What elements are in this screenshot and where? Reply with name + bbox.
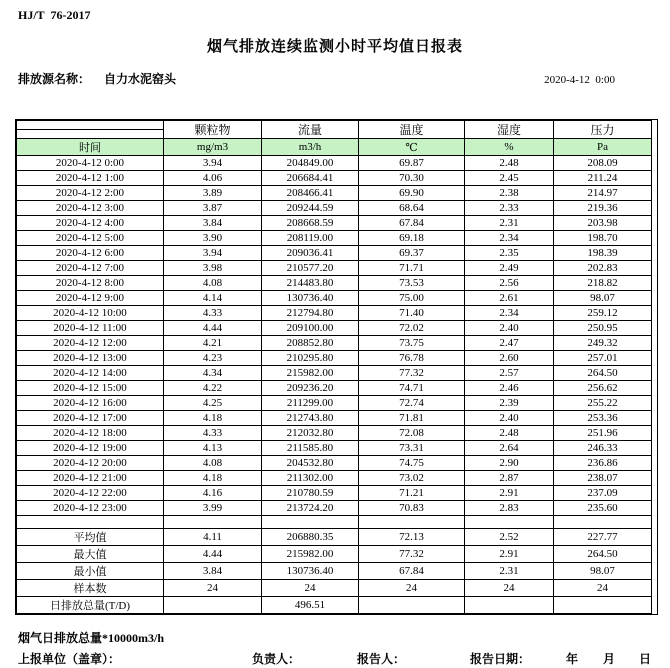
- summary-value-cell: 227.77: [554, 529, 652, 546]
- column-header: 颗粒物: [164, 121, 262, 139]
- value-cell: 264.50: [554, 366, 652, 381]
- value-cell: 2.61: [465, 291, 554, 306]
- value-cell: 2.87: [465, 471, 554, 486]
- header-row-units: [17, 139, 652, 156]
- table-row: [17, 171, 652, 186]
- value-cell: 208668.59: [262, 216, 359, 231]
- day-label: 日: [639, 652, 652, 666]
- time-cell: 2020-4-12 11:00: [17, 321, 164, 336]
- time-cell: 2020-4-12 9:00: [17, 291, 164, 306]
- table-row: [17, 291, 652, 306]
- time-cell: 2020-4-12 8:00: [17, 276, 164, 291]
- summary-value-cell: 2.91: [465, 546, 554, 563]
- table-row: [17, 486, 652, 501]
- page-title: 烟气排放连续监测小时平均值日报表: [206, 39, 463, 55]
- time-cell: 2020-4-12 0:00: [17, 156, 164, 171]
- value-cell: 2.35: [465, 246, 554, 261]
- time-cell: 2020-4-12 15:00: [17, 381, 164, 396]
- value-cell: 212794.80: [262, 306, 359, 321]
- value-cell: 212743.80: [262, 411, 359, 426]
- value-cell: 2.64: [465, 441, 554, 456]
- value-cell: 211.24: [554, 171, 652, 186]
- spacer-cell: [17, 516, 164, 529]
- value-cell: 3.94: [164, 246, 262, 261]
- summary-value-cell: 72.13: [359, 529, 465, 546]
- table-row: [17, 426, 652, 441]
- value-cell: 215982.00: [262, 366, 359, 381]
- value-cell: 214.97: [554, 186, 652, 201]
- value-cell: 2.34: [465, 306, 554, 321]
- value-cell: 2.40: [465, 321, 554, 336]
- value-cell: 235.60: [554, 501, 652, 516]
- time-cell: 2020-4-12 1:00: [17, 171, 164, 186]
- meta-row: [18, 70, 615, 87]
- value-cell: 68.64: [359, 201, 465, 216]
- table-row: [17, 201, 652, 216]
- column-unit: Pa: [554, 139, 652, 156]
- time-cell: 2020-4-12 17:00: [17, 411, 164, 426]
- value-cell: 2.34: [465, 231, 554, 246]
- report-date-label: 报告日期：: [470, 652, 531, 666]
- time-cell: 2020-4-12 4:00: [17, 216, 164, 231]
- report-table-frame: [15, 119, 658, 615]
- time-cell: 2020-4-12 2:00: [17, 186, 164, 201]
- value-cell: 67.84: [359, 216, 465, 231]
- table-row: [17, 246, 652, 261]
- value-cell: 69.18: [359, 231, 465, 246]
- value-cell: 202.83: [554, 261, 652, 276]
- table-row: [17, 441, 652, 456]
- value-cell: 3.87: [164, 201, 262, 216]
- table-row: [17, 456, 652, 471]
- time-cell: 2020-4-12 6:00: [17, 246, 164, 261]
- value-cell: 213724.20: [262, 501, 359, 516]
- summary-label-cell: 样本数: [17, 580, 164, 597]
- value-cell: 2.45: [465, 171, 554, 186]
- summary-value-cell: 4.11: [164, 529, 262, 546]
- value-cell: 3.99: [164, 501, 262, 516]
- value-cell: 255.22: [554, 396, 652, 411]
- column-header: 湿度: [465, 121, 554, 139]
- value-cell: 71.71: [359, 261, 465, 276]
- time-cell: 2020-4-12 21:00: [17, 471, 164, 486]
- summary-value-cell: 4.44: [164, 546, 262, 563]
- responsible-label: 负责人：: [252, 652, 301, 666]
- value-cell: 204532.80: [262, 456, 359, 471]
- value-cell: 74.75: [359, 456, 465, 471]
- time-cell: 2020-4-12 5:00: [17, 231, 164, 246]
- value-cell: 4.25: [164, 396, 262, 411]
- spacer-row: [17, 516, 652, 529]
- value-cell: 69.90: [359, 186, 465, 201]
- data-rows: [17, 156, 652, 516]
- table-row: [17, 396, 652, 411]
- value-cell: 2.56: [465, 276, 554, 291]
- value-cell: 73.75: [359, 336, 465, 351]
- value-cell: 4.14: [164, 291, 262, 306]
- value-cell: 72.74: [359, 396, 465, 411]
- value-cell: 2.33: [465, 201, 554, 216]
- value-cell: 98.07: [554, 291, 652, 306]
- value-cell: 210780.59: [262, 486, 359, 501]
- value-cell: 2.40: [465, 411, 554, 426]
- value-cell: 208466.41: [262, 186, 359, 201]
- summary-value-cell: 496.51: [262, 597, 359, 614]
- table-row: [17, 411, 652, 426]
- summary-value-cell: 24: [465, 580, 554, 597]
- summary-value-cell: 24: [262, 580, 359, 597]
- value-cell: 2.39: [465, 396, 554, 411]
- time-cell: 2020-4-12 13:00: [17, 351, 164, 366]
- value-cell: 70.30: [359, 171, 465, 186]
- value-cell: 3.84: [164, 216, 262, 231]
- value-cell: 211585.80: [262, 441, 359, 456]
- summary-value-cell: 77.32: [359, 546, 465, 563]
- total-emission-note: 烟气日排放总量*10000m3/h: [18, 631, 165, 645]
- spacer-cell: [262, 516, 359, 529]
- time-cell: 2020-4-12 12:00: [17, 336, 164, 351]
- value-cell: 256.62: [554, 381, 652, 396]
- value-cell: 4.18: [164, 471, 262, 486]
- value-cell: 4.34: [164, 366, 262, 381]
- value-cell: 253.36: [554, 411, 652, 426]
- value-cell: 3.89: [164, 186, 262, 201]
- header-row-names: [17, 121, 652, 130]
- value-cell: 206684.41: [262, 171, 359, 186]
- value-cell: 257.01: [554, 351, 652, 366]
- summary-value-cell: 206880.35: [262, 529, 359, 546]
- source-label: 排放源名称：: [18, 72, 91, 86]
- summary-value-cell: [465, 597, 554, 614]
- summary-value-cell: 67.84: [359, 563, 465, 580]
- spacer-cell: [359, 516, 465, 529]
- summary-value-cell: 130736.40: [262, 563, 359, 580]
- value-cell: 4.21: [164, 336, 262, 351]
- summary-value-cell: 2.52: [465, 529, 554, 546]
- column-unit: mg/m3: [164, 139, 262, 156]
- value-cell: 4.18: [164, 411, 262, 426]
- value-cell: 2.60: [465, 351, 554, 366]
- summary-value-cell: 2.31: [465, 563, 554, 580]
- summary-label-cell: 平均值: [17, 529, 164, 546]
- table-row: [17, 351, 652, 366]
- summary-value-cell: 24: [164, 580, 262, 597]
- value-cell: 72.08: [359, 426, 465, 441]
- report-datetime: 2020-4-12 0:00: [544, 74, 615, 86]
- spacer-cell: [465, 516, 554, 529]
- time-cell: 2020-4-12 3:00: [17, 201, 164, 216]
- value-cell: 203.98: [554, 216, 652, 231]
- emission-source: [18, 70, 176, 87]
- summary-label-cell: 日排放总量(T/D): [17, 597, 164, 614]
- value-cell: 210295.80: [262, 351, 359, 366]
- value-cell: 4.23: [164, 351, 262, 366]
- time-cell: 2020-4-12 16:00: [17, 396, 164, 411]
- spacer-cell: [164, 516, 262, 529]
- value-cell: 211302.00: [262, 471, 359, 486]
- column-unit: ℃: [359, 139, 465, 156]
- value-cell: 209100.00: [262, 321, 359, 336]
- value-cell: 73.02: [359, 471, 465, 486]
- value-cell: 2.91: [465, 486, 554, 501]
- table-row: [17, 471, 652, 486]
- summary-label-cell: 最小值: [17, 563, 164, 580]
- value-cell: 4.08: [164, 456, 262, 471]
- value-cell: 4.33: [164, 306, 262, 321]
- table-row: [17, 231, 652, 246]
- value-cell: 211299.00: [262, 396, 359, 411]
- value-cell: 2.48: [465, 426, 554, 441]
- value-cell: 209036.41: [262, 246, 359, 261]
- standard-code: HJ/T 76-2017: [18, 8, 91, 22]
- value-cell: 70.83: [359, 501, 465, 516]
- time-cell: 2020-4-12 14:00: [17, 366, 164, 381]
- time-cell: 2020-4-12 23:00: [17, 501, 164, 516]
- time-cell: 2020-4-12 22:00: [17, 486, 164, 501]
- value-cell: 209244.59: [262, 201, 359, 216]
- value-cell: 74.71: [359, 381, 465, 396]
- column-header: 流量: [262, 121, 359, 139]
- table-row: [17, 321, 652, 336]
- month-label: 月: [603, 652, 616, 666]
- value-cell: 249.32: [554, 336, 652, 351]
- value-cell: 3.90: [164, 231, 262, 246]
- value-cell: 2.46: [465, 381, 554, 396]
- table-row: [17, 186, 652, 201]
- value-cell: 3.94: [164, 156, 262, 171]
- summary-row: [17, 597, 652, 614]
- summary-label-cell: 最大值: [17, 546, 164, 563]
- source-name: 自力水泥窑头: [104, 72, 177, 86]
- value-cell: 69.37: [359, 246, 465, 261]
- value-cell: 3.98: [164, 261, 262, 276]
- time-cell: 2020-4-12 20:00: [17, 456, 164, 471]
- value-cell: 198.39: [554, 246, 652, 261]
- value-cell: 4.44: [164, 321, 262, 336]
- value-cell: 2.47: [465, 336, 554, 351]
- summary-row: [17, 529, 652, 546]
- value-cell: 69.87: [359, 156, 465, 171]
- value-cell: 259.12: [554, 306, 652, 321]
- value-cell: 4.06: [164, 171, 262, 186]
- reporting-unit-label: 上报单位（盖章）：: [18, 652, 121, 666]
- value-cell: 2.38: [465, 186, 554, 201]
- value-cell: 2.83: [465, 501, 554, 516]
- value-cell: 204849.00: [262, 156, 359, 171]
- summary-value-cell: 215982.00: [262, 546, 359, 563]
- value-cell: 238.07: [554, 471, 652, 486]
- signature-row: [0, 650, 670, 668]
- summary-value-cell: 3.84: [164, 563, 262, 580]
- table-row: [17, 336, 652, 351]
- value-cell: 73.53: [359, 276, 465, 291]
- summary-value-cell: [554, 597, 652, 614]
- value-cell: 214483.80: [262, 276, 359, 291]
- column-header: 压力: [554, 121, 652, 139]
- summary-value-cell: 98.07: [554, 563, 652, 580]
- value-cell: 71.40: [359, 306, 465, 321]
- value-cell: 4.16: [164, 486, 262, 501]
- value-cell: 198.70: [554, 231, 652, 246]
- value-cell: 77.32: [359, 366, 465, 381]
- column-unit: %: [465, 139, 554, 156]
- value-cell: 208.09: [554, 156, 652, 171]
- value-cell: 237.09: [554, 486, 652, 501]
- value-cell: 76.78: [359, 351, 465, 366]
- value-cell: 210577.20: [262, 261, 359, 276]
- table-row: [17, 156, 652, 171]
- value-cell: 4.22: [164, 381, 262, 396]
- summary-row: [17, 563, 652, 580]
- time-cell: 2020-4-12 19:00: [17, 441, 164, 456]
- value-cell: 71.81: [359, 411, 465, 426]
- summary-value-cell: [359, 597, 465, 614]
- value-cell: 251.96: [554, 426, 652, 441]
- reporter-label: 报告人：: [357, 652, 406, 666]
- value-cell: 130736.40: [262, 291, 359, 306]
- time-header-cell: 时间: [17, 139, 164, 156]
- spacer-cell: [554, 516, 652, 529]
- summary-value-cell: 264.50: [554, 546, 652, 563]
- value-cell: 73.31: [359, 441, 465, 456]
- value-cell: 2.49: [465, 261, 554, 276]
- value-cell: 4.33: [164, 426, 262, 441]
- header-empty-cell-top: [17, 121, 164, 130]
- value-cell: 71.21: [359, 486, 465, 501]
- value-cell: 208119.00: [262, 231, 359, 246]
- time-cell: 2020-4-12 10:00: [17, 306, 164, 321]
- summary-row: [17, 546, 652, 563]
- summary-rows: [17, 516, 652, 614]
- table-row: [17, 501, 652, 516]
- year-label: 年: [566, 652, 579, 666]
- column-header: 温度: [359, 121, 465, 139]
- value-cell: 219.36: [554, 201, 652, 216]
- value-cell: 4.08: [164, 276, 262, 291]
- value-cell: 2.90: [465, 456, 554, 471]
- value-cell: 212032.80: [262, 426, 359, 441]
- table-row: [17, 306, 652, 321]
- summary-value-cell: 24: [359, 580, 465, 597]
- column-unit: m3/h: [262, 139, 359, 156]
- value-cell: 246.33: [554, 441, 652, 456]
- value-cell: 4.13: [164, 441, 262, 456]
- value-cell: 2.31: [465, 216, 554, 231]
- table-row: [17, 216, 652, 231]
- value-cell: 75.00: [359, 291, 465, 306]
- summary-row: [17, 580, 652, 597]
- summary-value-cell: 24: [554, 580, 652, 597]
- table-row: [17, 366, 652, 381]
- table-row: [17, 276, 652, 291]
- report-table: [16, 120, 652, 614]
- time-cell: 2020-4-12 7:00: [17, 261, 164, 276]
- table-row: [17, 261, 652, 276]
- value-cell: 72.02: [359, 321, 465, 336]
- value-cell: 208852.80: [262, 336, 359, 351]
- summary-value-cell: [164, 597, 262, 614]
- value-cell: 250.95: [554, 321, 652, 336]
- value-cell: 209236.20: [262, 381, 359, 396]
- value-cell: 236.86: [554, 456, 652, 471]
- table-row: [17, 381, 652, 396]
- value-cell: 218.82: [554, 276, 652, 291]
- header-empty-cell-bottom: [17, 130, 164, 139]
- value-cell: 2.48: [465, 156, 554, 171]
- time-cell: 2020-4-12 18:00: [17, 426, 164, 441]
- value-cell: 2.57: [465, 366, 554, 381]
